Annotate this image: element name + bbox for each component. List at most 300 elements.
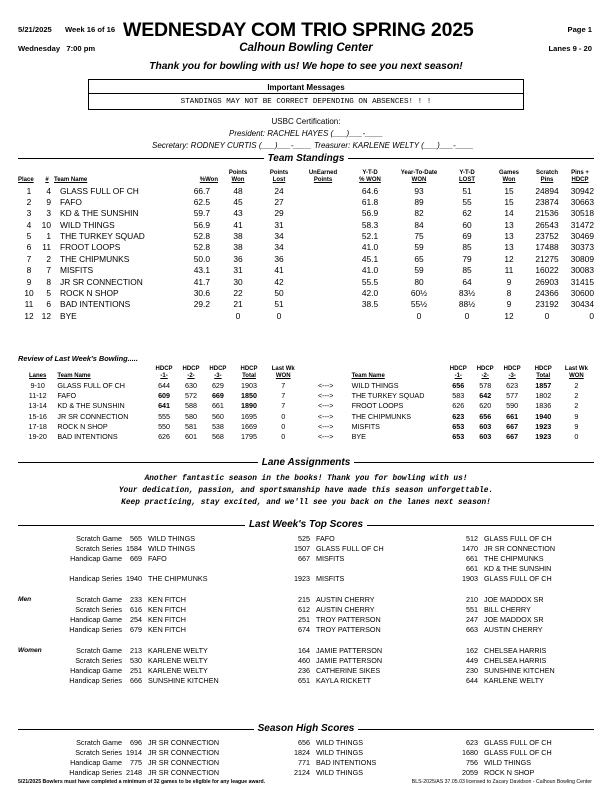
standings-cell: 0 <box>544 310 550 321</box>
secretary: Secretary: RODNEY CURTIS (___)___-____ <box>152 141 312 150</box>
standings-cell: 56.9 <box>193 219 210 230</box>
president: President: RACHEL HAYES (___)___-____ <box>228 129 383 138</box>
top-score-row <box>18 615 594 625</box>
top-score-row-cell <box>268 584 310 594</box>
top-score-row-cell: GLASS FULL OF CH <box>484 574 552 584</box>
review-cell: 7 <box>281 401 286 411</box>
review-cell: 15-16 <box>28 411 47 421</box>
standings-cell: 30600 <box>570 288 594 299</box>
standings-cell: 21275 <box>535 253 559 264</box>
standings-cell: 26903 <box>535 276 559 287</box>
review-cell: <---> <box>317 411 334 421</box>
review-row <box>18 380 592 390</box>
review-cell: 626 <box>452 401 465 411</box>
review-cell: 588 <box>185 401 197 411</box>
season-high-row <box>18 747 594 757</box>
top-score-row-cell: 460 <box>298 655 310 665</box>
standings-cell: 13 <box>504 242 514 253</box>
standings-cell: 83½ <box>458 288 476 299</box>
standings-cell: 10 <box>41 219 51 230</box>
standings-cell: 52.8 <box>193 242 210 253</box>
review-cell: 667 <box>506 421 519 431</box>
standings-col-header: Points Lost <box>269 170 289 184</box>
standings-cell: 60 <box>462 219 472 230</box>
top-score-row-cell <box>268 635 310 645</box>
review-cell: 2 <box>574 401 579 411</box>
top-score-row-cell <box>478 635 594 645</box>
standings-cell: 60½ <box>410 288 428 299</box>
standings-cell: 29.2 <box>193 299 210 310</box>
review-cell: GLASS FULL OF CH <box>57 380 125 390</box>
standings-cell: 23874 <box>535 196 559 207</box>
top-score-row-cell <box>478 584 594 594</box>
review-cell: 538 <box>211 421 224 431</box>
top-score-row-cell <box>18 676 52 686</box>
standings-cell: 34 <box>274 231 284 242</box>
standings-cell: 21536 <box>535 208 559 219</box>
standings-cell: 11 <box>24 299 34 310</box>
standings-cell: 6 <box>26 242 32 253</box>
season-high-row-cell: Scratch Game <box>76 737 122 747</box>
standings-cell <box>300 287 346 298</box>
standings-cell: 30434 <box>570 299 594 310</box>
top-score-row-cell: 663 <box>466 625 478 635</box>
standings-cell: KD & THE SUNSHIN <box>60 208 139 219</box>
standings-cell: 31 <box>233 265 243 276</box>
top-score-row-cell: 661 <box>466 564 478 574</box>
standings-cell: 36 <box>274 253 284 264</box>
standings-cell: 65 <box>414 253 424 264</box>
top-score-row-cell: 1903 <box>462 574 478 584</box>
standings-cell <box>300 185 346 196</box>
standings-cell: 12 <box>504 310 514 321</box>
review-cell: 0 <box>281 411 286 421</box>
standings-cell: 23192 <box>535 299 559 310</box>
top-score-row-cell <box>18 553 52 563</box>
review-cell: 644 <box>158 380 171 390</box>
review-cell: 629 <box>211 380 224 390</box>
top-score-row-cell <box>122 635 142 645</box>
top-score-row <box>18 655 594 665</box>
standings-row <box>18 253 594 264</box>
top-score-row-cell: Handicap Game <box>70 553 122 563</box>
top-score-row-cell: BILL CHERRY <box>484 604 531 614</box>
season-high-row-cell: 756 <box>466 757 478 767</box>
season-high-row-cell: ROCK N SHOP <box>484 768 535 778</box>
top-score-row-cell: 661 <box>466 553 478 563</box>
top-score-row-cell: 213 <box>130 645 142 655</box>
review-cell: 9-10 <box>30 380 45 390</box>
standings-cell: 9 <box>26 276 32 287</box>
standings-cell: THE CHIPMUNKS <box>60 253 130 264</box>
standings-cell <box>300 276 346 287</box>
standings-cell: 66.7 <box>193 185 210 196</box>
review-cell: <---> <box>317 421 334 431</box>
season-high-row-cell: 2148 <box>126 768 142 778</box>
top-scores-table <box>18 533 594 686</box>
top-score-row <box>18 553 594 563</box>
standings-cell <box>300 253 346 264</box>
standings-cell: 48 <box>233 185 243 196</box>
standings-cell: 55 <box>462 196 472 207</box>
standings-cell: 43.1 <box>193 265 210 276</box>
standings-cell <box>300 242 346 253</box>
top-score-row-cell: KAYLA RICKETT <box>316 676 371 686</box>
top-score-row-cell: 233 <box>130 594 142 604</box>
season-high-row-cell: JR SR CONNECTION <box>148 747 220 757</box>
top-score-row-cell: 612 <box>298 604 310 614</box>
season-high-row-cell: 696 <box>130 737 142 747</box>
standings-cell: 38 <box>233 231 243 242</box>
review-cell: 630 <box>185 380 197 390</box>
standings-cell: 8 <box>26 265 32 276</box>
standings-cell: 30 <box>233 276 243 287</box>
top-score-row-cell: 210 <box>466 594 478 604</box>
review-cell: 1857 <box>535 380 552 390</box>
standings-cell: 56.9 <box>361 208 379 219</box>
standings-cell: 12 <box>41 310 51 321</box>
top-score-row-cell: CHELSEA HARRIS <box>484 645 547 655</box>
top-score-row-cell <box>122 584 142 594</box>
standings-cell: 31472 <box>570 219 594 230</box>
top-score-row-cell: THE CHIPMUNKS <box>148 574 208 584</box>
review-cell: 623 <box>506 380 519 390</box>
bowling-center: Calhoun Bowling Center <box>239 42 373 54</box>
top-score-row-cell <box>142 584 268 594</box>
standings-cell: 58.3 <box>361 219 379 230</box>
review-cell: 590 <box>506 401 519 411</box>
review-cell: <---> <box>317 401 334 411</box>
top-score-row-cell: MISFITS <box>316 574 345 584</box>
standings-cell: FROOT LOOPS <box>60 242 121 253</box>
review-col-header: Last Wk WON <box>271 366 295 379</box>
standings-cell: 30.6 <box>193 288 210 299</box>
standings-row <box>18 265 594 276</box>
top-score-row-cell <box>52 635 122 645</box>
review-cell: KD & THE SUNSHIN <box>57 401 125 411</box>
standings-cell: 30518 <box>570 208 594 219</box>
review-col-header: HDCP -1- <box>155 366 173 379</box>
standings-cell: 7 <box>26 253 32 264</box>
important-messages-box <box>88 79 524 110</box>
standings-cell: 45.1 <box>361 253 379 264</box>
top-score-row-cell: 1507 <box>294 543 310 553</box>
top-score-row-cell: 525 <box>298 533 310 543</box>
standings-cell: 88½ <box>458 299 476 310</box>
standings-row <box>18 310 594 321</box>
top-score-row-cell <box>18 543 52 553</box>
standings-cell <box>300 310 346 321</box>
top-score-row-cell <box>18 655 52 665</box>
standings-cell: 50 <box>274 288 284 299</box>
review-cell: 17-18 <box>28 421 47 431</box>
standings-cell: 38 <box>233 242 243 253</box>
top-score-row-cell: 162 <box>466 645 478 655</box>
standings-cell: 30373 <box>570 242 594 253</box>
review-cell: 1795 <box>241 432 258 442</box>
top-score-row-cell: Handicap Game <box>70 615 122 625</box>
top-score-row-cell <box>142 635 268 645</box>
top-score-row-cell: KARLENE WELTY <box>148 666 208 676</box>
standings-cell: 0 <box>589 310 594 321</box>
season-high-row-cell <box>18 747 52 757</box>
standings-cell: 4 <box>46 185 51 196</box>
standings-cell: 42 <box>274 276 284 287</box>
lane-line-3: Keep practicing, stay excited, and we'll see you back on the lanes next season! <box>121 499 491 507</box>
review-cell: MISFITS <box>351 421 380 431</box>
top-score-row-cell: 551 <box>466 604 478 614</box>
season-high-row-cell <box>18 757 52 767</box>
standings-cell: 82 <box>414 208 424 219</box>
standings-cell: 9 <box>506 299 512 310</box>
standings-cell: 85 <box>462 265 472 276</box>
top-score-row-cell <box>52 564 122 574</box>
top-score-row-cell <box>142 564 268 574</box>
review-cell: <---> <box>317 432 334 442</box>
top-score-row-cell: JR SR CONNECTION <box>484 543 556 553</box>
review-col-header: Lanes <box>29 373 47 379</box>
review-cell: 572 <box>185 390 197 400</box>
review-cell: 577 <box>506 390 519 400</box>
review-cell: 667 <box>506 432 519 442</box>
top-score-row-cell: TROY PATTERSON <box>316 625 381 635</box>
top-score-row-cell: 512 <box>466 533 478 543</box>
review-col-header: HDCP -2- <box>182 366 200 379</box>
review-row <box>18 431 592 441</box>
standings-cell: 24366 <box>535 288 559 299</box>
standings-cell: 5 <box>46 288 51 299</box>
standings-col-header: Pins + HDCP <box>571 170 589 184</box>
standings-cell: 41 <box>274 265 284 276</box>
top-score-row-cell: SUNSHINE KITCHEN <box>148 676 219 686</box>
top-score-row-cell: KEN FITCH <box>148 615 186 625</box>
usbc-certification: USBC Certification: <box>271 117 341 126</box>
standings-cell <box>300 265 346 276</box>
standings-cell: 10 <box>24 288 34 299</box>
season-high-row-cell: 2059 <box>462 768 478 778</box>
review-cell: 13-14 <box>28 401 47 411</box>
top-score-row-cell: 616 <box>130 604 142 614</box>
top-score-row-cell: 215 <box>298 594 310 604</box>
top-score-row-cell <box>310 584 436 594</box>
standings-cell: THE TURKEY SQUAD <box>60 231 145 242</box>
review-cell: 603 <box>479 432 492 442</box>
standings-cell: 89 <box>414 196 424 207</box>
top-score-row-cell: Handicap Series <box>69 574 122 584</box>
standings-cell: FAFO <box>60 196 82 207</box>
review-cell: 653 <box>452 432 465 442</box>
standings-cell: 11 <box>504 265 514 276</box>
standings-cell: JR SR CONNECTION <box>60 276 143 287</box>
top-score-row-cell: 251 <box>130 666 142 676</box>
standings-col-header: Y-T-D LOST <box>459 170 475 184</box>
messages-text: STANDINGS MAY NOT BE CORRECT DEPENDING ON ABSENCES! ! ! <box>180 98 432 106</box>
standings-cell: 52.1 <box>361 231 379 242</box>
lane-line-2: Your dedication, passion, and sportsmanship have made this season unforgettable. <box>118 487 494 495</box>
standings-cell: 1 <box>26 185 32 196</box>
top-score-row-cell: 449 <box>466 655 478 665</box>
season-high-row-cell: Handicap Series <box>69 768 122 778</box>
top-score-row-cell: MISFITS <box>316 553 345 563</box>
top-score-row-cell: Handicap Series <box>69 676 122 686</box>
standings-cell <box>300 230 346 241</box>
top-score-row-cell: AUSTIN CHERRY <box>316 604 375 614</box>
standings-col-header: Scratch Pins <box>535 170 558 184</box>
review-cell: 560 <box>211 411 224 421</box>
review-cell: 661 <box>506 411 519 421</box>
review-cell: 1850 <box>241 390 258 400</box>
lane-assignments-title: Lane Assignments <box>0 457 612 468</box>
season-high-row-cell: 775 <box>130 757 142 767</box>
top-score-row-cell: 230 <box>466 666 478 676</box>
standings-cell: 0 <box>464 310 470 321</box>
top-score-row <box>18 543 594 553</box>
top-score-row-cell <box>18 574 52 584</box>
review-col-header: HDCP -1- <box>449 366 467 379</box>
standings-col-header: Games Won <box>498 170 519 184</box>
review-cell: 1923 <box>535 432 552 442</box>
standings-cell: 41 <box>233 219 243 230</box>
review-cell: 7 <box>281 380 286 390</box>
standings-cell: 43 <box>233 208 243 219</box>
review-cell: 578 <box>479 380 492 390</box>
review-cell: 2 <box>574 390 579 400</box>
review-cell: BYE <box>351 432 366 442</box>
lane-assignments-text <box>0 473 612 509</box>
standings-cell: 45 <box>233 196 243 207</box>
report-date: 5/21/2025 <box>18 25 52 34</box>
standings-cell: MISFITS <box>60 265 94 276</box>
top-score-row-cell: KEN FITCH <box>148 604 186 614</box>
standings-cell: 50.0 <box>193 253 210 264</box>
season-high-row <box>18 737 594 747</box>
top-score-row-cell: JAMIE PATTERSON <box>316 655 383 665</box>
season-high-row-cell: 1824 <box>294 747 310 757</box>
standings-cell: 62.5 <box>193 196 210 207</box>
review-cell: 1923 <box>535 421 552 431</box>
standings-cell: 41.0 <box>361 242 379 253</box>
review-cell: 581 <box>185 421 197 431</box>
standings-cell: 30942 <box>570 185 594 196</box>
top-score-row <box>18 625 594 635</box>
top-score-row-cell <box>310 635 436 645</box>
standings-cell: BYE <box>60 310 77 321</box>
standings-cell: 29 <box>274 208 284 219</box>
review-cell: 583 <box>452 390 465 400</box>
top-score-row-cell <box>310 564 436 574</box>
season-high-row-cell: JR SR CONNECTION <box>148 757 220 767</box>
standings-col-header: Place <box>18 177 34 184</box>
top-score-row-cell <box>18 604 52 614</box>
top-score-row-cell: KARLENE WELTY <box>484 676 544 686</box>
top-scores-title: Last Week's Top Scores <box>0 519 612 530</box>
review-col-header: Last Wk WON <box>564 366 588 379</box>
top-score-row-cell <box>436 584 478 594</box>
standings-cell: 80 <box>414 276 424 287</box>
season-high-row-cell: WILD THINGS <box>316 747 363 757</box>
season-high-row-cell: 1914 <box>126 747 142 757</box>
standings-row <box>18 299 594 310</box>
review-col-header: HDCP Total <box>534 366 552 379</box>
review-col-header: HDCP Total <box>240 366 258 379</box>
standings-cell: 9 <box>46 196 51 207</box>
standings-cell: 9 <box>506 276 512 287</box>
standings-cell: 0 <box>276 310 282 321</box>
top-score-row-cell <box>52 584 122 594</box>
top-score-row-cell <box>18 564 52 574</box>
season-high-row-cell: GLASS FULL OF CH <box>484 747 552 757</box>
review-cell: BAD INTENTIONS <box>57 432 118 442</box>
top-score-row <box>18 564 594 574</box>
standings-cell: 75 <box>414 231 424 242</box>
footer-license: BLS-2025/AS 37.05.03 licensed to Zacary Davidson - Calhoun Bowling Center <box>411 779 592 785</box>
top-score-row-cell: Scratch Game <box>76 533 122 543</box>
top-score-row-cell: Scratch Game <box>76 645 122 655</box>
top-score-row <box>18 594 594 604</box>
standings-cell: 59 <box>414 242 424 253</box>
treasurer: Treasurer: KARLENE WELTY (___)___-____ <box>314 141 474 150</box>
top-score-row-cell: Scratch Series <box>75 543 122 553</box>
review-cell: 7 <box>281 390 286 400</box>
review-cell: 0 <box>281 432 286 442</box>
top-score-row-cell: 1940 <box>126 574 142 584</box>
review-cell: THE TURKEY SQUAD <box>351 390 425 400</box>
top-score-row-cell: 667 <box>298 553 310 563</box>
standings-row <box>18 208 594 219</box>
review-cell: 642 <box>479 390 492 400</box>
standings-cell <box>300 219 346 230</box>
review-cell: 609 <box>158 390 171 400</box>
standings-cell: 59.7 <box>193 208 210 219</box>
top-score-row-cell: Women <box>18 646 42 654</box>
top-score-row-cell: AUSTIN CHERRY <box>484 625 543 635</box>
standings-cell: 8 <box>506 288 512 299</box>
review-col-header: HDCP -3- <box>503 366 521 379</box>
season-high-row-cell <box>18 737 52 747</box>
league-title: WEDNESDAY COM TRIO SPRING 2025 <box>123 19 474 41</box>
page-number: Page 1 <box>567 25 592 34</box>
review-cell: WILD THINGS <box>351 380 399 390</box>
review-cell: <---> <box>317 390 334 400</box>
standings-cell: 27 <box>274 196 284 207</box>
review-cell: 653 <box>452 421 465 431</box>
review-cell: 656 <box>479 411 492 421</box>
standings-cell: 34 <box>274 242 284 253</box>
top-score-row-cell: WILD THINGS <box>148 543 195 553</box>
standings-cell <box>300 299 346 310</box>
standings-cell: 6 <box>46 299 51 310</box>
standings-cell: 30809 <box>570 253 594 264</box>
standings-cell: 51 <box>274 299 284 310</box>
standings-row <box>18 219 594 230</box>
week-label: Week 16 of 16 <box>65 25 116 34</box>
review-cell: 623 <box>452 411 465 421</box>
standings-cell: 21 <box>233 299 243 310</box>
top-score-row-cell: KARLENE WELTY <box>148 645 208 655</box>
top-score-row-cell: 530 <box>130 655 142 665</box>
season-high-row-cell: JR SR CONNECTION <box>148 737 220 747</box>
standings-cell: 61.8 <box>361 196 379 207</box>
top-score-row-cell: AUSTIN CHERRY <box>316 594 375 604</box>
review-cell: 1940 <box>535 411 552 421</box>
review-cell: 9 <box>574 411 579 421</box>
top-score-row <box>18 584 594 594</box>
standings-row <box>18 196 594 207</box>
review-cell: 1802 <box>535 390 552 400</box>
standings-cell: 17488 <box>535 242 559 253</box>
review-cell: 641 <box>158 401 171 411</box>
standings-cell: 8 <box>46 276 51 287</box>
